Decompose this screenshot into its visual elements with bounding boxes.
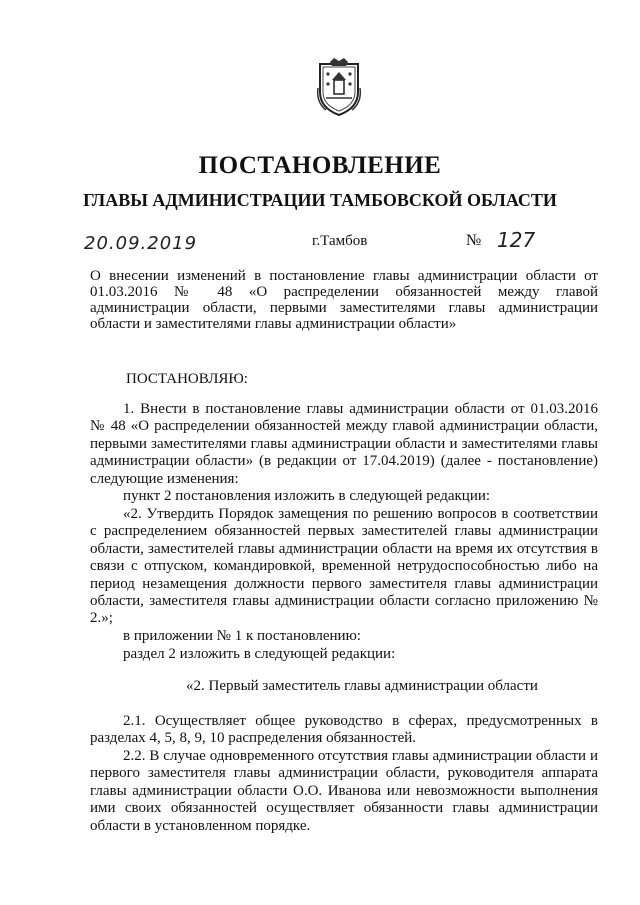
document-number-label: №: [466, 232, 482, 249]
document-date: 20.09.2019: [84, 233, 198, 254]
paragraph-3: «2. Утвердить Порядок замещения по решению вопросов в соответствии с распределением обязанностей первых заместителей главы администрации области, заместителей главы администрации области на время их отсутствия в связи с отпуском, командировкой, временной нетрудоспособностью либо на период незамещения должности первого заместителя главы администрации области, заместителя главы администрации области согласно приложению № 2.»;: [90, 506, 598, 627]
paragraph-7: 2.2. В случае одновременного отсутствия главы администрации области и первого заместителя главы администрации области, руководителя аппарата главы администрации области О.О. Иванова или невозможности выполнения ими своих обязанностей осуществляет обязанности главы администрации области в установленном порядке.: [90, 748, 598, 834]
document-subject: О внесении изменений в постановление главы администрации области от 01.03.2016 № 48 «О распределении обязанностей между главой администрации области, первыми заместителями главы администрации области и заместителями главы администрации области»: [90, 268, 598, 332]
document-title: ПОСТАНОВЛЕНИЕ: [198, 152, 442, 179]
resolution-heading: ПОСТАНОВЛЯЮ:: [126, 371, 248, 387]
paragraph-6: 2.1. Осуществляет общее руководство в сферах, предусмотренных в разделах 4, 5, 8, 9, 10 распределения обязанностей.: [90, 713, 598, 747]
document-number: 127: [497, 228, 536, 252]
paragraph-2: пункт 2 постановления изложить в следующей редакции:: [123, 488, 491, 504]
tambov-coat-of-arms-icon: [316, 58, 362, 118]
paragraph-5: раздел 2 изложить в следующей редакции:: [123, 646, 396, 662]
document-subtitle: ГЛАВЫ АДМИНИСТРАЦИИ ТАМБОВСКОЙ ОБЛАСТИ: [83, 190, 557, 210]
paragraph-1: 1. Внести в постановление главы администрации области от 01.03.2016 № 48 «О распределении обязанностей между главой администрации области, первыми заместителями главы администрации области и заместителями главы администрации области» (в редакции от 17.04.2019) (далее - постановление) следующие изменения:: [90, 401, 598, 487]
document-city: г.Тамбов: [312, 233, 368, 249]
section-title: «2. Первый заместитель главы администрации области: [186, 678, 538, 694]
paragraph-4: в приложении № 1 к постановлению:: [123, 628, 361, 644]
